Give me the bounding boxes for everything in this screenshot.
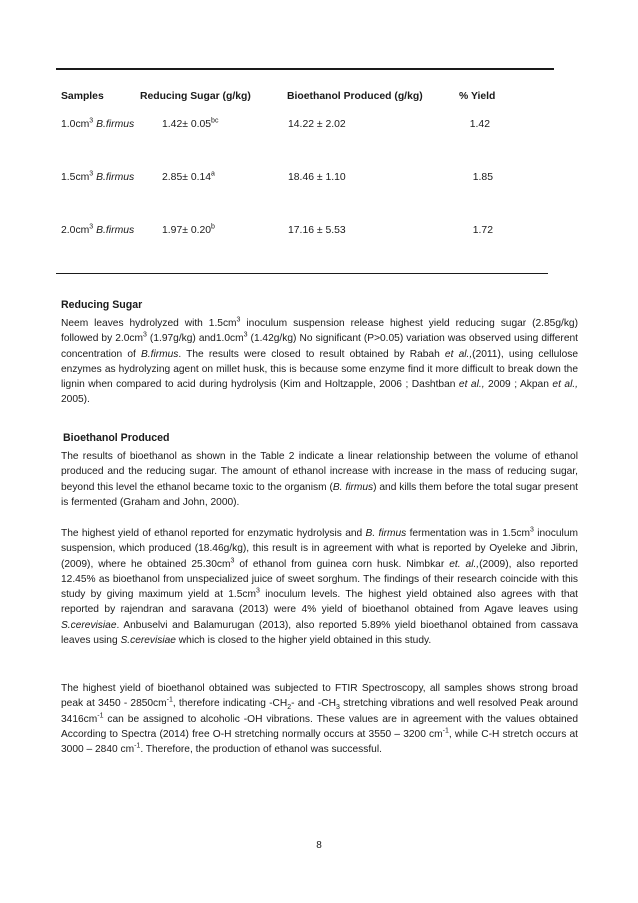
header-reducing-sugar: Reducing Sugar (g/kg) bbox=[140, 91, 251, 102]
table-row-sugar: 2.85± 0.14$^a$ bbox=[162, 170, 215, 183]
paragraph-bioethanol-2: The highest yield of ethanol reported for enzymatic hydrolysis and B. firmus fermentation was in $1.5cm^3$ inoculum suspension, which produced (18.46g/kg), this result is in agreement with what is reported by Oyeleke and Jibrin, (2009), where he obtained $25.30cm^3$ of ethanol from guinea corn husk. Nimbkar et. al.,(2009), also reported 12.45% as bioethanol from unspecialized juice of sweet sorghum. The findings of their research coincide with this study by giving maximum yield at $1.5cm^3$ inoculum levels. The highest yield obtained also agrees with that reported by rajendran and saravana (2013) were 4% yield of bioethanol obtained from Agave leaves using S.cerevisiae. Anbuselvi and Balamurugan (2013), also reported 5.89% yield bioethanol obtained from cassava leaves using S.cerevisiae which is closed to the higher yield obtained in this study. bbox=[61, 526, 579, 647]
paragraph-bioethanol-1: The results of bioethanol as shown in the Table 2 indicate a linear relationship between the volume of ethanol produced and the reducing sugar. The amount of ethanol increase with increase in the mass of reducing sugar, beyond this level the ethanol became toxic to the organism (B. firmus) and kills them before the total sugar present is fermented (Graham and John, 2000). bbox=[61, 451, 578, 508]
page-number: 8 bbox=[316, 840, 322, 851]
section-heading-bioethanol: Bioethanol Produced bbox=[63, 432, 170, 444]
table-row-sample: $1.0cm^3$ B.firmus bbox=[61, 117, 135, 130]
paragraph-bioethanol-3: The highest yield of bioethanol obtained was subjected to FTIR Spectroscopy, all samples shows strong broad peak at $3450 - 2850cm^{-1}$, therefore indicating $-CH_2-$ and $-CH_3$ stretching vibrations and well resolved Peak around $3416cm^{-1}$ can be assigned to alcoholic -OH vibrations. These values are in agreement with the values obtained According to Spectra (2014) free O-H stretching normally occurs at 3550 – 3200 $cm^{-1}$, while C-H stretch occurs at 3000 – 2840 $cm^{-1}$. Therefore, the production of ethanol was successful. bbox=[61, 683, 578, 756]
table-row-ethanol: 18.46 ± 1.10 bbox=[288, 172, 346, 183]
table-row-sample: $1.5cm^3$ B.firmus bbox=[61, 170, 135, 183]
header-bioethanol: Bioethanol Produced (g/kg) bbox=[287, 91, 423, 102]
table-row-ethanol: 17.16 ± 5.53 bbox=[288, 225, 346, 236]
table-bottom-rule bbox=[56, 273, 548, 274]
table-row-sample: $2.0cm^3$ B.firmus bbox=[61, 223, 135, 236]
section-heading-reducing-sugar: Reducing Sugar bbox=[61, 299, 143, 311]
header-samples: Samples bbox=[61, 91, 104, 102]
paragraph-reducing-sugar: Neem leaves hydrolyzed with $1.5cm^3$ inoculum suspension release highest yield reducing sugar (2.85g/kg) followed by $2.0cm^3$ (1.97g/kg) $and1.0cm^3$ (1.42g/kg) No significant (P>0.05) variation was observed using different concentration of B.firmus. The results were closed to result obtained by Rabah et al.,(2011), using cellulose enzymes as hydrolyzing agent on millet husk, this is because some enzyme find it more difficult to break down the lignin when compared to acid during hydrolysis (Kim and Holtzapple, 2006 ; Dashtban et al., 2009 ; Akpan et al., 2005). bbox=[61, 316, 579, 406]
table-row-yield: 1.85 bbox=[472, 172, 493, 183]
table-row-yield: 1.72 bbox=[472, 225, 493, 236]
table-row-sugar: 1.97± 0.20$^b$ bbox=[162, 223, 215, 236]
table-row-sugar: 1.42± 0.05$^{bc}$ bbox=[162, 117, 219, 130]
table-row-yield: 1.42 bbox=[469, 119, 490, 130]
table-top-rule bbox=[56, 68, 554, 70]
table-row-ethanol: 14.22 ± 2.02 bbox=[288, 119, 346, 130]
header-yield: % Yield bbox=[459, 91, 496, 102]
